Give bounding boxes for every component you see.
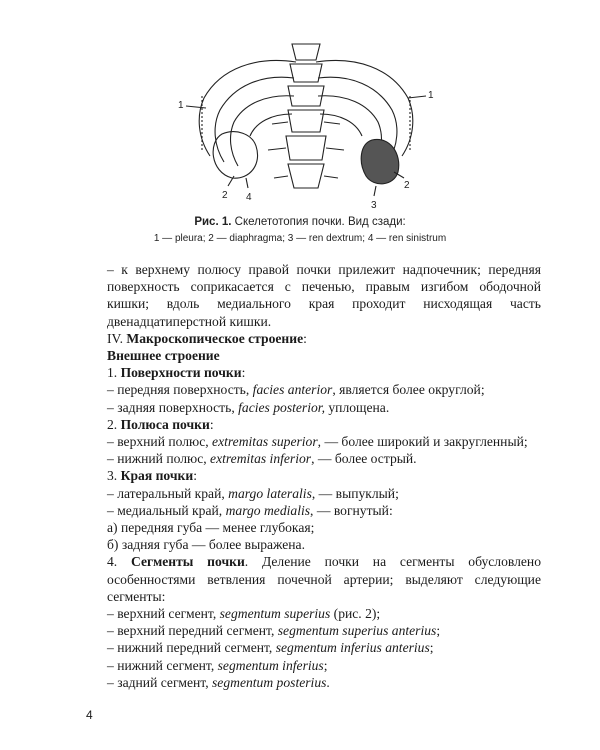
figure-label-2-right: 2: [404, 180, 410, 191]
item-4-body: . Деление почки на сегменты обусловлено особенностями ветвления почечной артерии; выделяют следующие сегменты:: [107, 554, 542, 604]
item-4c-term: segmentum inferius anterius: [275, 640, 430, 656]
item-1-heading: [107, 364, 541, 381]
item-4c-post: ;: [429, 640, 434, 656]
item-4d-post: ;: [323, 657, 328, 673]
figure-label-2-left: 2: [222, 190, 228, 201]
vertebra-1: [292, 44, 320, 60]
item-1-title: Поверхности почки: [120, 365, 242, 381]
skeletotopy-figure: [176, 38, 436, 210]
rib-left-1: [199, 61, 296, 157]
kidney-right: [361, 139, 399, 183]
vertebra-2: [290, 64, 322, 82]
item-2a-pre: – верхний полюс,: [107, 434, 213, 450]
item-2-heading: [107, 416, 541, 433]
item-3a-post: , — выпуклый;: [311, 485, 399, 501]
section-iv-title: Макроскопическое строение: [126, 330, 304, 346]
item-2a-term: extremitas superior: [212, 434, 318, 450]
page-number: 4: [86, 708, 93, 722]
item-3a: [107, 485, 541, 502]
item-2b-post: , — более острый.: [311, 451, 417, 467]
kidney-skeletotopy-illustration: [176, 38, 436, 210]
item-4b: [107, 622, 541, 639]
item-4-title: Сегменты почки: [130, 554, 245, 570]
section-iv-heading: [107, 330, 541, 347]
caption-number: Рис. 1.: [194, 216, 232, 228]
rib-left-3: [231, 96, 294, 166]
vertebra-6: [288, 164, 324, 188]
item-1-colon: :: [241, 365, 246, 381]
paragraph-adrenal: – к верхнему полюсу правой почки прилежит надпочечник; передняя поверхность соприкасается с печенью, правым изгибом ободочной кишки; вдоль медиального края проходит нисходящая часть двенадцатиперстной кишки.: [107, 262, 541, 329]
rib-left-4: [250, 114, 292, 136]
vertebra-4: [288, 110, 324, 132]
item-4e-post: .: [326, 674, 330, 690]
item-3-number: 3.: [107, 468, 118, 484]
item-4a-post: (рис. 2);: [330, 606, 381, 622]
item-4-paragraph: [107, 553, 541, 605]
item-4b-post: ;: [436, 623, 441, 639]
item-3c: а) передняя губа — менее глубокая;: [107, 520, 315, 536]
item-4a-term: segmentum superius: [219, 606, 331, 622]
item-4a: [107, 605, 541, 622]
item-4d: [107, 657, 541, 674]
figure-label-1-right: 1: [428, 90, 434, 101]
item-1b: [107, 399, 541, 416]
external-structure-heading: Внешнее строение: [107, 348, 220, 364]
item-4b-term: segmentum superius anterius: [277, 623, 437, 639]
section-iv-colon: :: [303, 330, 307, 346]
section-iv-number: IV.: [107, 330, 123, 346]
caption-title: Скелетотопия почки. Вид сзади:: [234, 216, 406, 228]
item-1b-post: уплощена.: [324, 399, 390, 415]
item-3d: б) задняя губа — более выражена.: [107, 537, 305, 553]
item-2b: [107, 450, 541, 467]
item-3-heading: [107, 467, 541, 484]
item-3a-term: margo lateralis: [228, 485, 312, 501]
item-3b-pre: – медиальный край,: [107, 502, 226, 518]
item-4d-term: segmentum inferius: [217, 657, 324, 673]
item-4c-pre: – нижний передний сегмент,: [107, 640, 276, 656]
item-4b-pre: – верхний передний сегмент,: [107, 623, 278, 639]
item-3b-post: , — вогнутый:: [310, 502, 393, 518]
item-3b: [107, 502, 541, 519]
item-1a: [107, 381, 541, 398]
item-4-number: 4.: [107, 554, 118, 570]
item-2-colon: :: [209, 416, 214, 432]
item-2a-post: , — более широкий и закругленный;: [317, 434, 528, 450]
item-4a-pre: – верхний сегмент,: [107, 606, 220, 622]
figure-label-4: 4: [246, 192, 252, 203]
figure-label-3: 3: [371, 200, 377, 210]
item-2-title: Полюса почки: [120, 416, 210, 432]
item-3b-term: margo medialis: [225, 502, 311, 518]
item-3a-pre: – латеральный край,: [107, 485, 229, 501]
item-3-colon: :: [193, 468, 197, 484]
vertebra-5: [286, 136, 326, 160]
item-1a-term: facies anterior: [252, 382, 333, 398]
item-2-number: 2.: [107, 416, 118, 432]
item-3-title: Края почки: [120, 468, 194, 484]
rib-left-2: [215, 77, 294, 162]
item-4e-pre: – задний сегмент,: [107, 674, 212, 690]
item-4e: [107, 674, 541, 691]
item-1-number: 1.: [107, 365, 118, 381]
rib-right-4: [320, 114, 362, 136]
item-4d-pre: – нижний сегмент,: [107, 657, 218, 673]
body-text: [107, 261, 541, 691]
item-2b-pre: – нижний полюс,: [107, 451, 211, 467]
item-4c: [107, 639, 541, 656]
item-1a-pre: – передняя поверхность,: [107, 382, 253, 398]
item-1b-pre: – задняя поверхность,: [107, 399, 239, 415]
item-1a-post: , является более округлой;: [332, 382, 485, 398]
item-2a: [107, 433, 541, 450]
figure-caption: [0, 215, 600, 246]
item-2b-term: extremitas inferior: [210, 451, 312, 467]
figure-label-1-left: 1: [178, 100, 184, 111]
rib-right-1: [316, 61, 413, 157]
item-4e-term: segmentum posterius: [212, 674, 327, 690]
caption-legend: 1 — pleura; 2 — diaphragma; 3 — ren dextrum; 4 — ren sinistrum: [153, 233, 447, 244]
item-1b-term: facies posterior,: [238, 399, 325, 415]
